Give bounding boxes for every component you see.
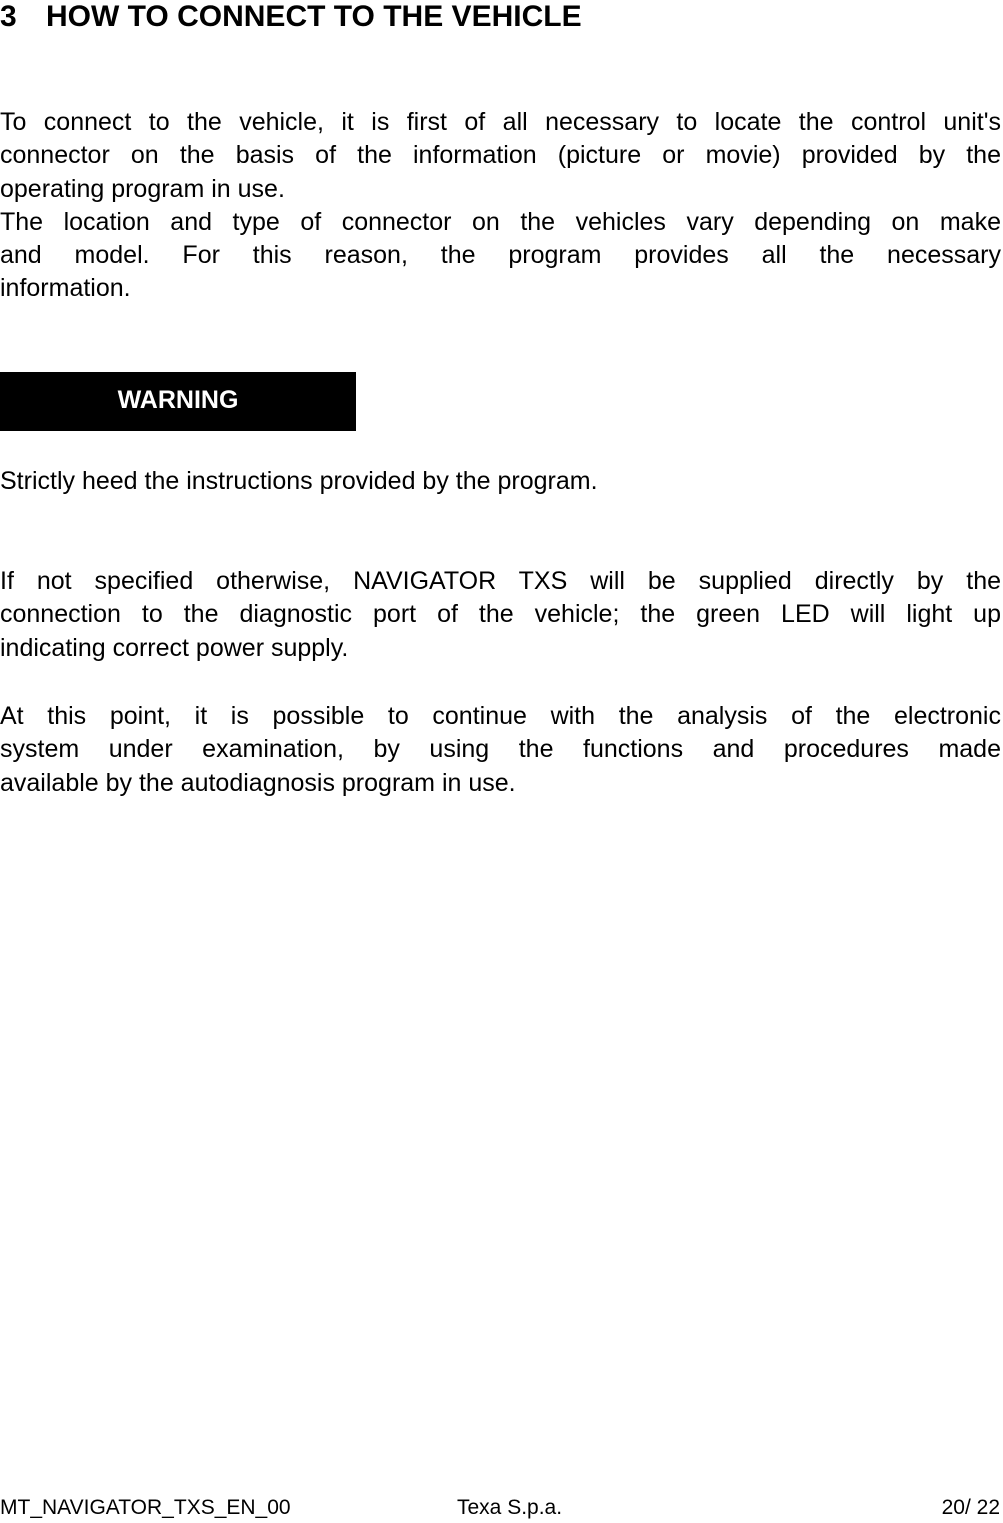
intro-line-2: connector on the basis of the information (picture or movie) provided by the — [0, 141, 1001, 170]
section-heading — [0, 0, 582, 34]
analysis-line-2: system under examination, by using the functions and procedures made — [0, 735, 1001, 764]
intro-line-1: To connect to the vehicle, it is first of all necessary to locate the control unit's — [0, 108, 1001, 136]
intro-paragraph — [0, 106, 1001, 306]
footer-company: Texa S.p.a. — [457, 1496, 563, 1519]
power-paragraph — [0, 565, 1001, 665]
section-title: HOW TO CONNECT TO THE VEHICLE — [46, 0, 582, 33]
power-line-3: indicating correct power supply. — [0, 633, 349, 662]
analysis-line-3: available by the autodiagnosis program in use. — [0, 768, 516, 797]
footer-doc-code: MT_NAVIGATOR_TXS_EN_00 — [0, 1496, 291, 1519]
footer-page-number: 20/ 22 — [941, 1496, 1000, 1519]
analysis-paragraph — [0, 700, 1001, 800]
intro-line-5: and model. For this reason, the program provides all the necessary — [0, 241, 1001, 270]
power-line-2: connection to the diagnostic port of the vehicle; the green LED will light up — [0, 600, 1001, 629]
warning-banner: WARNING — [0, 372, 356, 431]
intro-line-6: information. — [0, 274, 131, 303]
section-number: 3 — [0, 0, 17, 33]
analysis-line-1: At this point, it is possible to continue with the analysis of the electronic — [0, 702, 1001, 730]
intro-line-4: The location and type of connector on the vehicles vary depending on make — [0, 207, 1001, 236]
intro-line-3: operating program in use. — [0, 174, 285, 203]
warning-text — [0, 465, 1001, 498]
power-line-1: If not specified otherwise, NAVIGATOR TXS will be supplied directly by the — [0, 567, 1001, 595]
warning-line: Strictly heed the instructions provided by the program. — [0, 467, 598, 495]
